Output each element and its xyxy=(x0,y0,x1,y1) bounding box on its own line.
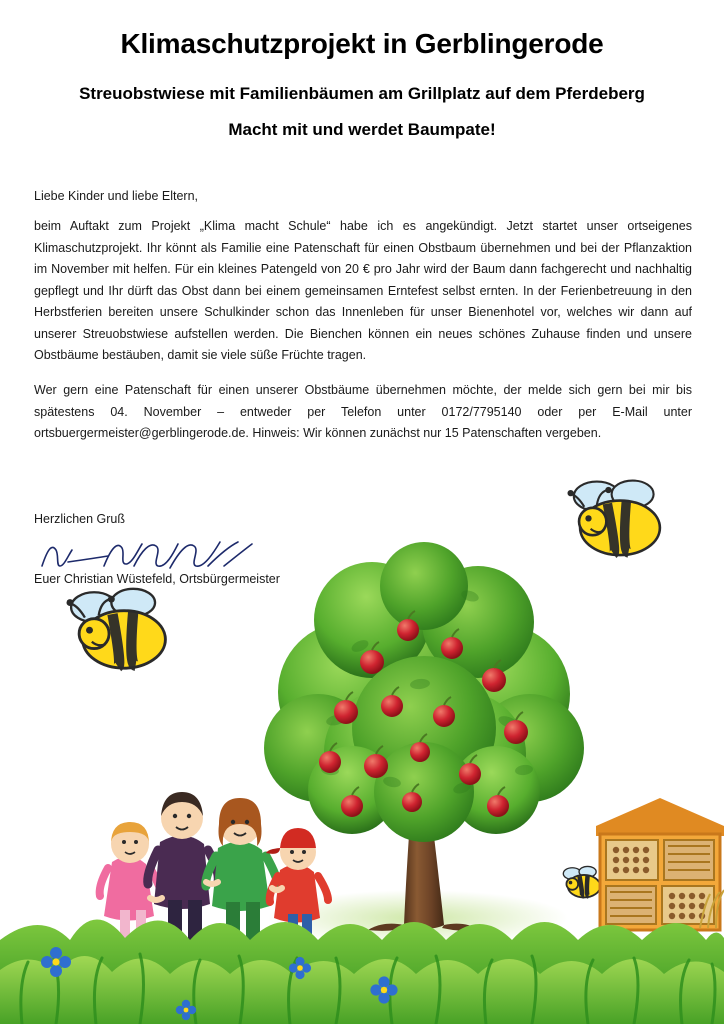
insect-hotel xyxy=(596,798,724,930)
body-paragraph-2: Wer gern eine Patenschaft für einen unserer Obstbäume übernehmen möchte, der melde sich gern bei mir bis spätestens 04. November – entweder per Telefon unter 0172/7795140 oder per E-Mail unter ortsbuergermeister@gerblingerode.de. Hinweis: Wir können zunächst nur 15 Patenschaften vergeben. xyxy=(34,383,692,440)
page-title: Klimaschutzprojekt in Gerblingerode xyxy=(120,28,604,59)
illustration-scene xyxy=(0,470,724,1024)
closing-greeting: Herzlichen Gruß xyxy=(34,512,125,526)
page-subtitle-2: Macht mit und werdet Baumpate! xyxy=(228,120,496,139)
bee-small xyxy=(67,589,166,668)
signature-name: Euer Christian Wüstefeld, Ortsbürgermeister xyxy=(34,572,280,586)
grass-band xyxy=(0,919,724,1024)
bee-large xyxy=(568,481,660,556)
bee-tiny xyxy=(563,866,600,897)
body-paragraph-1: beim Auftakt zum Projekt „Klima macht Schule“ habe ich es angekündigt. Jetzt startet unser ortseigenes Klimaschutzprojekt. Ihr könnt als Familie eine Patenschaft für einen Obstbaum übernehmen und bei der Pflanzaktion im November mit helfen. Für ein kleines Patengeld von 20 € pro Jahr wird der Baum dann fachgerecht und nachhaltig gepflegt und Ihr dürft das Obst dann bei einem gemeinsamen Erntefest selbst ernten. In der Ferienbetreuung in den Herbstferien bereiten unsere Schulkinder schon das Innenleben für unser Bienenhotel vor, welches wir dann auf unserer Streuobstwiese aufstellen werden. Die Bienchen können ein neues schönes Zuhause finden und unsere Obstbäume bestäuben, damit sie viele süße Früchte tragen. xyxy=(34,219,692,362)
salutation: Liebe Kinder und liebe Eltern, xyxy=(34,189,199,203)
page-subtitle-1: Streuobstwiese mit Familienbäumen am Grillplatz auf dem Pferdeberg xyxy=(79,84,645,103)
